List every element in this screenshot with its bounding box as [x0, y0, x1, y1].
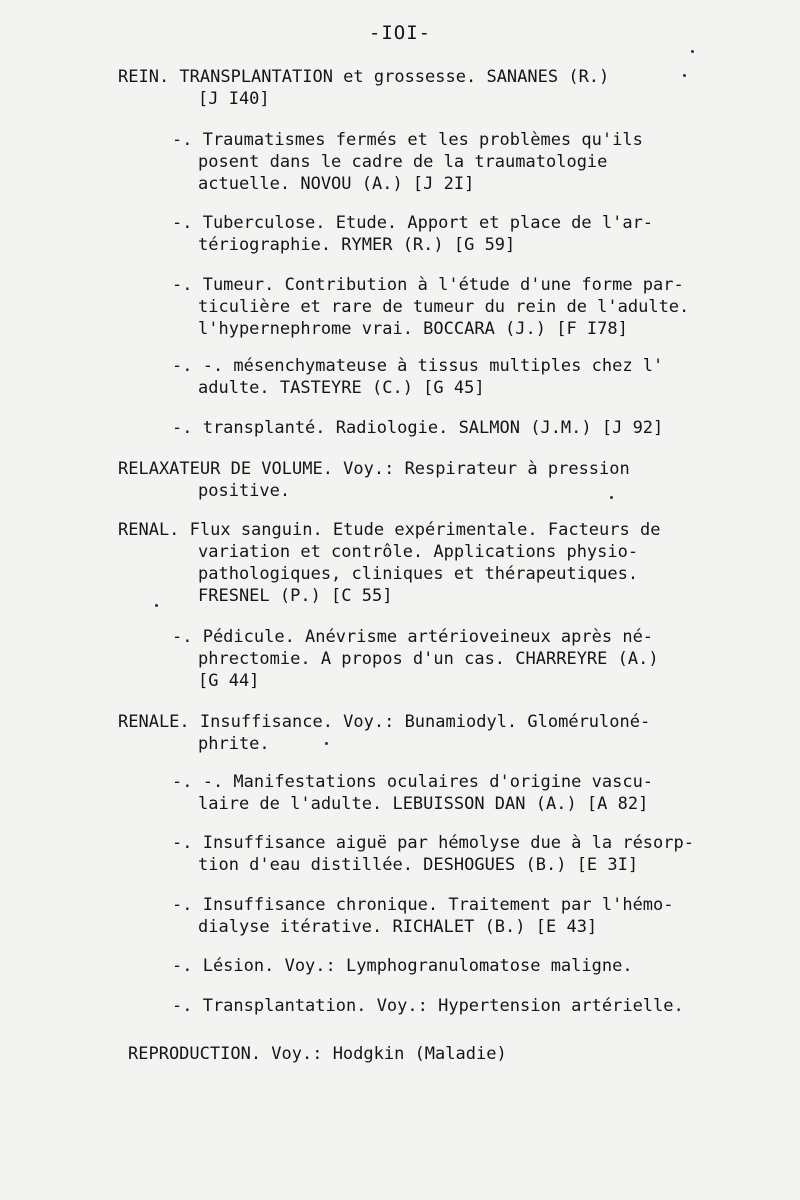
index-entry-line: REPRODUCTION. Voy.: Hodgkin (Maladie): [128, 1044, 507, 1064]
index-entry-continuation: tériographie. RYMER (R.) [G 59]: [198, 235, 516, 255]
index-entry-continuation: l'hypernephrome vrai. BOCCARA (J.) [F I78]: [198, 319, 628, 339]
index-entry-continuation: actuelle. NOVOU (A.) [J 2I]: [198, 174, 475, 194]
index-entry-continuation: ticulière et rare de tumeur du rein de l'adulte.: [198, 297, 690, 317]
index-entry-line: -. Transplantation. Voy.: Hypertension artérielle.: [172, 996, 684, 1016]
index-entry-line: RELAXATEUR DE VOLUME. Voy.: Respirateur à pression: [118, 459, 630, 479]
index-entry-continuation: posent dans le cadre de la traumatologie: [198, 152, 608, 172]
index-entry-continuation: adulte. TASTEYRE (C.) [G 45]: [198, 378, 485, 398]
index-entry-line: -. Tuberculose. Etude. Apport et place de l'ar-: [172, 213, 654, 233]
index-entry-continuation: [G 44]: [198, 671, 260, 691]
index-entry-continuation: variation et contrôle. Applications physio-: [198, 542, 639, 562]
index-entry-line: RENALE. Insuffisance. Voy.: Bunamiodyl. Gloméruloné-: [118, 712, 651, 732]
index-entry-line: -. Lésion. Voy.: Lymphogranulomatose maligne.: [172, 956, 633, 976]
index-entry-line: -. -. Manifestations oculaires d'origine vascu-: [172, 772, 654, 792]
page-number: -IOI-: [368, 22, 432, 44]
index-entry-line: -. Insuffisance chronique. Traitement par l'hémo-: [172, 895, 674, 915]
index-entry-line: -. Tumeur. Contribution à l'étude d'une forme par-: [172, 275, 684, 295]
speck: [683, 74, 686, 77]
index-entry-continuation: phrectomie. A propos d'un cas. CHARREYRE (A.): [198, 649, 659, 669]
index-entry-line: RENAL. Flux sanguin. Etude expérimentale. Facteurs de: [118, 520, 661, 540]
index-entry-continuation: laire de l'adulte. LEBUISSON DAN (A.) [A 82]: [198, 794, 649, 814]
speck: [691, 50, 694, 53]
index-entry-line: -. Traumatismes fermés et les problèmes qu'ils: [172, 130, 643, 150]
index-entry-continuation: [J I40]: [198, 89, 270, 109]
speck: [155, 604, 158, 607]
index-entry-line: -. Insuffisance aiguë par hémolyse due à la résorp-: [172, 833, 694, 853]
speck: [325, 742, 328, 745]
index-entry-line: -. -. mésenchymateuse à tissus multiples chez l': [172, 356, 664, 376]
index-entry-continuation: positive.: [198, 481, 291, 501]
speck: [610, 496, 613, 499]
index-entry-continuation: phrite.: [198, 734, 270, 754]
index-entry-line: -. Pédicule. Anévrisme artérioveineux après né-: [172, 627, 654, 647]
index-entry-continuation: FRESNEL (P.) [C 55]: [198, 586, 393, 606]
index-entry-continuation: pathologiques, cliniques et thérapeutiques.: [198, 564, 639, 584]
index-entry-continuation: tion d'eau distillée. DESHOGUES (B.) [E 3I]: [198, 855, 639, 875]
index-entry-line: -. transplanté. Radiologie. SALMON (J.M.) [J 92]: [172, 418, 664, 438]
index-entry-line: REIN. TRANSPLANTATION et grossesse. SANANES (R.): [118, 67, 610, 87]
index-entry-continuation: dialyse itérative. RICHALET (B.) [E 43]: [198, 917, 598, 937]
